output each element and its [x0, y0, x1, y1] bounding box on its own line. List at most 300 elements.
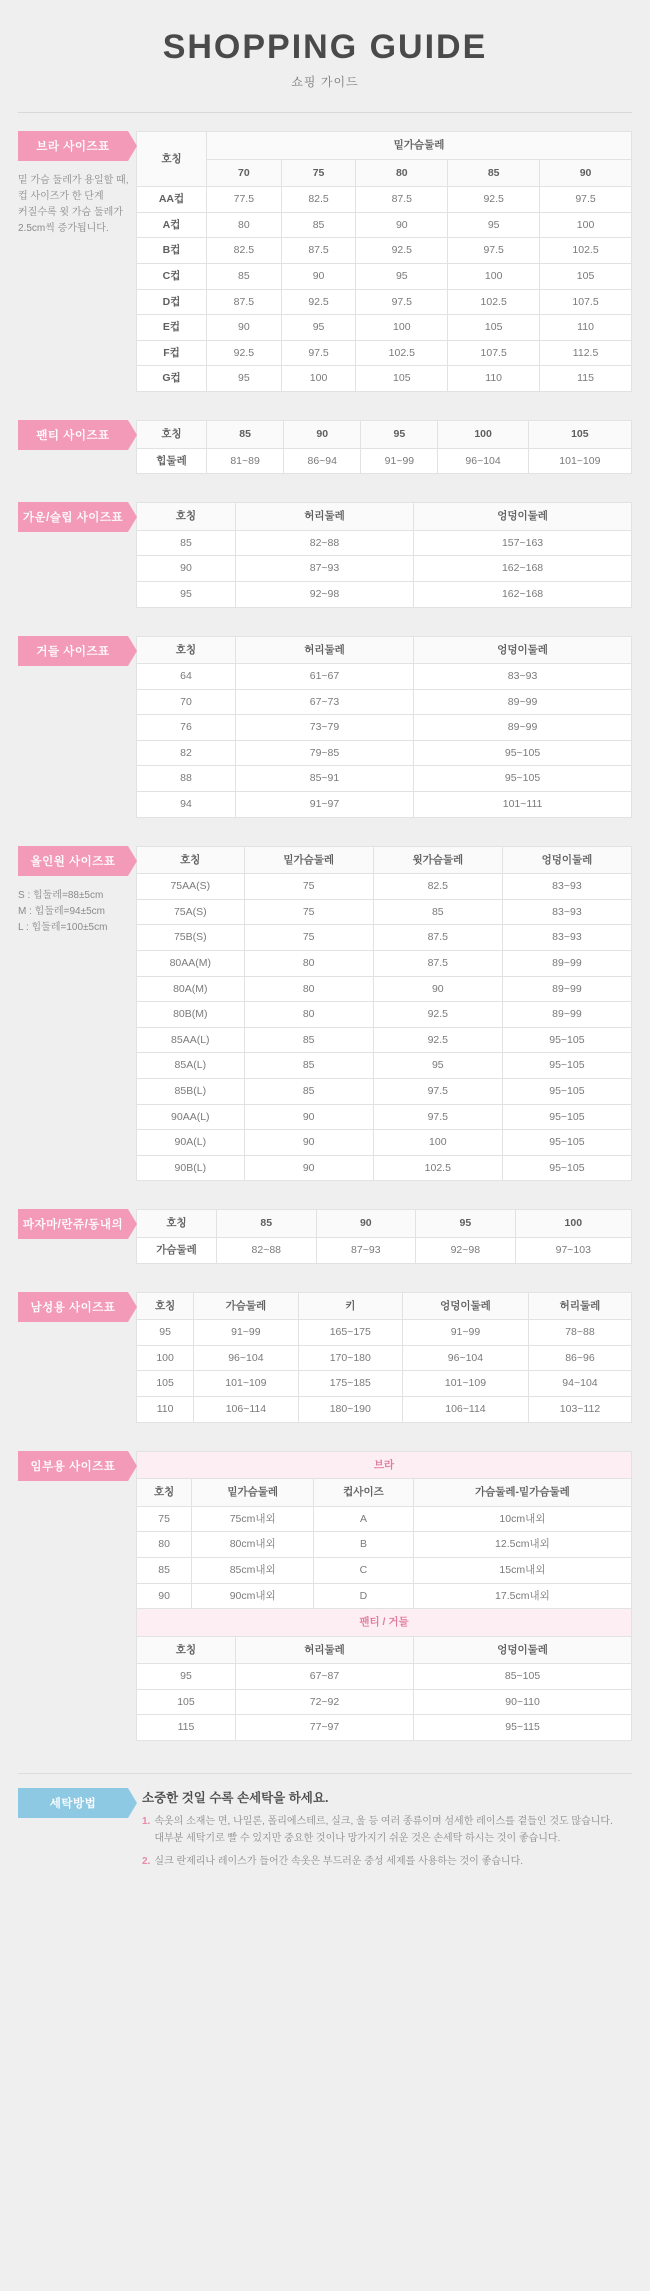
table-header-row — [137, 1292, 632, 1320]
col-허리둘레: 허리둘레 — [235, 503, 413, 531]
tag-men: 남성용 사이즈표 — [18, 1292, 128, 1322]
cell: 87.5 — [207, 289, 282, 315]
cell: 82 — [137, 740, 236, 766]
cell: 90 — [207, 315, 282, 341]
cell: 85 — [244, 1053, 373, 1079]
tag-panty: 팬티 사이즈표 — [18, 420, 128, 450]
cell: 162~168 — [414, 581, 632, 607]
table-row — [137, 1002, 632, 1028]
cell: 85B(L) — [137, 1079, 245, 1105]
cell: 101~109 — [194, 1371, 298, 1397]
table-row — [137, 1320, 632, 1346]
cell: 97.5 — [373, 1079, 502, 1105]
table-row — [137, 315, 632, 341]
cell: 95~105 — [502, 1104, 631, 1130]
cell: 90B(L) — [137, 1155, 245, 1181]
table-row — [137, 715, 632, 741]
table-row — [137, 1155, 632, 1181]
table-header-row — [137, 132, 632, 160]
cell: 92.5 — [356, 238, 448, 264]
col-가슴둘레차: 가슴둘레-밑가슴둘레 — [413, 1479, 631, 1507]
cell: 78~88 — [528, 1320, 631, 1346]
pajama-left-col — [18, 1209, 136, 1239]
cell: 85A(L) — [137, 1053, 245, 1079]
table-row — [137, 530, 632, 556]
cell: 96~104 — [438, 448, 528, 474]
section-maternity — [0, 1433, 650, 1752]
cell: 97.5 — [356, 289, 448, 315]
cell: 97.5 — [540, 187, 632, 213]
table-header-row — [137, 846, 632, 874]
cell: 100 — [540, 212, 632, 238]
list-item — [142, 1814, 632, 1847]
col-호칭: 호칭 — [137, 1292, 194, 1320]
panty-size-table — [136, 420, 632, 474]
girdle-right-col — [136, 636, 632, 818]
col-허리둘레: 허리둘레 — [235, 636, 413, 664]
row-label: B컵 — [137, 238, 207, 264]
table-row — [137, 238, 632, 264]
cell: 97~103 — [515, 1237, 631, 1263]
cell: 95~105 — [502, 1079, 631, 1105]
cell: 101~109 — [402, 1371, 528, 1397]
row-label: 힙둘레 — [137, 448, 207, 474]
list-item — [142, 1854, 632, 1871]
list-item-line: 대부분 세탁기로 빨 수 있지만 중요한 것이나 망가지기 쉬운 것은 손세탁 하시는 것이 좋습니다. — [154, 1832, 561, 1844]
cell: 94 — [137, 792, 236, 818]
cell: 92~98 — [416, 1237, 516, 1263]
cell: 83~93 — [502, 899, 631, 925]
table-header-row — [137, 636, 632, 664]
table-row — [137, 664, 632, 690]
cell: 103~112 — [528, 1396, 631, 1422]
cell: 94~104 — [528, 1371, 631, 1397]
cell: 83~93 — [414, 664, 632, 690]
pajama-right-col — [136, 1209, 632, 1263]
cell: 75AA(S) — [137, 874, 245, 900]
table-row — [137, 289, 632, 315]
table-row — [137, 1664, 632, 1690]
list-item-text — [154, 1854, 523, 1871]
cell: 106~114 — [194, 1396, 298, 1422]
section-pajama — [0, 1191, 650, 1273]
cell: B — [314, 1532, 414, 1558]
table-row — [137, 899, 632, 925]
col-호칭: 호칭 — [137, 1479, 192, 1507]
table-row — [137, 1079, 632, 1105]
col-90: 90 — [540, 159, 632, 187]
cell: 97.5 — [281, 340, 356, 366]
cell: 82~88 — [217, 1237, 317, 1263]
col-호칭: 호칭 — [137, 636, 236, 664]
cell: 91~99 — [361, 448, 438, 474]
cell: 101~111 — [414, 792, 632, 818]
cell: 85 — [137, 1557, 192, 1583]
cell: 80AA(M) — [137, 951, 245, 977]
cell: 82.5 — [207, 238, 282, 264]
table-header-row — [137, 1210, 632, 1238]
maternity-left-col — [18, 1451, 136, 1481]
cell: 75 — [244, 874, 373, 900]
cell: 115 — [137, 1715, 236, 1741]
cell: 89~99 — [414, 715, 632, 741]
col-90: 90 — [316, 1210, 416, 1238]
tag-gown: 가운/슬립 사이즈표 — [18, 502, 128, 532]
col-호칭: 호칭 — [137, 420, 207, 448]
cell: 95~105 — [502, 1053, 631, 1079]
col-85: 85 — [217, 1210, 317, 1238]
cell: 90 — [244, 1104, 373, 1130]
table-group-header-row — [137, 1609, 632, 1637]
cell: 75A(S) — [137, 899, 245, 925]
gown-size-table — [136, 502, 632, 607]
cell: 95 — [137, 1664, 236, 1690]
washing-left-col — [18, 1788, 136, 1818]
cell: 82.5 — [373, 874, 502, 900]
cell: 88 — [137, 766, 236, 792]
cell: 80 — [244, 951, 373, 977]
table-row — [137, 366, 632, 392]
table-row — [137, 689, 632, 715]
table-row — [137, 212, 632, 238]
washing-title: 소중한 것일 수록 손세탁을 하세요. — [142, 1791, 329, 1806]
cell: 12.5cm내외 — [413, 1532, 631, 1558]
table-row — [137, 1371, 632, 1397]
table-row — [137, 1130, 632, 1156]
table-row — [137, 1583, 632, 1609]
cell: 75 — [244, 925, 373, 951]
cell: 75 — [244, 899, 373, 925]
bra-note — [18, 173, 128, 237]
cell: 91~99 — [402, 1320, 528, 1346]
cell: 102.5 — [448, 289, 540, 315]
table-row — [137, 1557, 632, 1583]
cell: 96~104 — [194, 1345, 298, 1371]
cell: 92.5 — [373, 1002, 502, 1028]
cell: 92~98 — [235, 581, 413, 607]
cell: 96~104 — [402, 1345, 528, 1371]
cell: 80 — [244, 976, 373, 1002]
cell: 75B(S) — [137, 925, 245, 951]
cell: 75 — [137, 1506, 192, 1532]
table-row — [137, 1104, 632, 1130]
gown-left-col — [18, 502, 136, 532]
cell: 92.5 — [448, 187, 540, 213]
row-label: 가슴둘레 — [137, 1237, 217, 1263]
cell: C — [314, 1557, 414, 1583]
cell: 105 — [356, 366, 448, 392]
table-row — [137, 1345, 632, 1371]
cell: 80B(M) — [137, 1002, 245, 1028]
washing-body — [136, 1788, 632, 1878]
section-panty — [0, 402, 650, 484]
cell: 90 — [137, 1583, 192, 1609]
cell: 87.5 — [373, 951, 502, 977]
cell: 87~93 — [235, 556, 413, 582]
table-row — [137, 1237, 632, 1263]
table-row — [137, 1053, 632, 1079]
table-row — [137, 766, 632, 792]
tag-bra: 브라 사이즈표 — [18, 131, 128, 161]
cell: 70 — [137, 689, 236, 715]
cell: 85~91 — [235, 766, 413, 792]
cell: 95 — [356, 263, 448, 289]
table-row — [137, 925, 632, 951]
girdle-size-table — [136, 636, 632, 818]
row-label: D컵 — [137, 289, 207, 315]
cell: 165~175 — [298, 1320, 402, 1346]
gown-right-col — [136, 502, 632, 607]
row-label: C컵 — [137, 263, 207, 289]
list-item-number: 2. — [142, 1856, 151, 1868]
bra-note-line: 커질수록 윗 가슴 둘레가 — [18, 207, 123, 218]
cell: 95 — [137, 581, 236, 607]
cell: 90 — [281, 263, 356, 289]
row-label: F컵 — [137, 340, 207, 366]
col-컵사이즈: 컵사이즈 — [314, 1479, 414, 1507]
col-호칭: 호칭 — [137, 503, 236, 531]
cell: 97.5 — [373, 1104, 502, 1130]
row-label: E컵 — [137, 315, 207, 341]
cell: 95~105 — [502, 1155, 631, 1181]
col-호칭: 호칭 — [137, 1636, 236, 1664]
cell: 89~99 — [414, 689, 632, 715]
table-row — [137, 1715, 632, 1741]
cell: 87~93 — [316, 1237, 416, 1263]
cell: 80 — [207, 212, 282, 238]
cell: 107.5 — [540, 289, 632, 315]
table-row — [137, 951, 632, 977]
cell: 15cm내외 — [413, 1557, 631, 1583]
cell: 80 — [244, 1002, 373, 1028]
cell: 180~190 — [298, 1396, 402, 1422]
table-row — [137, 340, 632, 366]
bra-left-col — [18, 131, 136, 237]
table-row — [137, 874, 632, 900]
cell: 81~89 — [207, 448, 284, 474]
allinone-size-table — [136, 846, 632, 1182]
cell: 157~163 — [414, 530, 632, 556]
cell: 95~105 — [414, 740, 632, 766]
table-row — [137, 792, 632, 818]
cell: 87.5 — [373, 925, 502, 951]
table-group-header-row — [137, 1451, 632, 1479]
col-윗가슴둘레: 윗가슴둘레 — [373, 846, 502, 874]
cell: 87.5 — [281, 238, 356, 264]
col-95: 95 — [361, 420, 438, 448]
cell: 101~109 — [528, 448, 631, 474]
bra-note-line: 컵 사이즈가 한 단계 — [18, 191, 104, 202]
cell: 95~115 — [414, 1715, 632, 1741]
cell: 86~96 — [528, 1345, 631, 1371]
row-label: A컵 — [137, 212, 207, 238]
col-100: 100 — [515, 1210, 631, 1238]
cell: 73~79 — [235, 715, 413, 741]
allinone-note-line: S : 힙둘레=88±5cm — [18, 889, 104, 901]
cell: 90 — [373, 976, 502, 1002]
tag-allinone: 올인원 사이즈표 — [18, 846, 128, 876]
cell: 92.5 — [207, 340, 282, 366]
group-title-panty-girdle: 팬티 / 거들 — [137, 1609, 632, 1637]
cell: 92.5 — [373, 1027, 502, 1053]
cell: 85 — [244, 1079, 373, 1105]
cell: 95~105 — [502, 1027, 631, 1053]
table-header-row — [137, 1636, 632, 1664]
cell: 83~93 — [502, 925, 631, 951]
list-item-line: 속옷의 소재는 면, 나일론, 폴리에스테르, 실크, 울 등 여러 종류이며 섬세한 레이스를 곁들인 것도 많습니다. — [154, 1816, 613, 1828]
cell: 92.5 — [281, 289, 356, 315]
cell: A — [314, 1506, 414, 1532]
section-men — [0, 1274, 650, 1433]
cell: 105 — [137, 1689, 236, 1715]
col-85: 85 — [207, 420, 284, 448]
col-호칭: 호칭 — [137, 1210, 217, 1238]
cell: 85 — [373, 899, 502, 925]
list-item-text — [154, 1814, 613, 1847]
cell: 85 — [137, 530, 236, 556]
cell: 72~92 — [235, 1689, 413, 1715]
girdle-left-col — [18, 636, 136, 666]
cell: 80cm내외 — [192, 1532, 314, 1558]
cell: 85~105 — [414, 1664, 632, 1690]
cell: 100 — [373, 1130, 502, 1156]
table-row — [137, 1396, 632, 1422]
cell: D — [314, 1583, 414, 1609]
col-엉덩이둘레: 엉덩이둘레 — [414, 636, 632, 664]
washing-list — [142, 1814, 632, 1871]
cell: 95 — [373, 1053, 502, 1079]
cell: 83~93 — [502, 874, 631, 900]
col-밑가슴둘레: 밑가슴둘레 — [244, 846, 373, 874]
table-header-row — [137, 159, 632, 187]
bra-note-line: 2.5cm씩 증가됩니다. — [18, 223, 109, 234]
table-row — [137, 1027, 632, 1053]
page-subtitle: 쇼핑 가이드 — [291, 75, 359, 89]
col-허리둘레: 허리둘레 — [235, 1636, 413, 1664]
col-80: 80 — [356, 159, 448, 187]
maternity-bra-table — [136, 1451, 632, 1610]
col-밑가슴둘레: 밑가슴둘레 — [192, 1479, 314, 1507]
cell: 82.5 — [281, 187, 356, 213]
cell: 100 — [448, 263, 540, 289]
panty-left-col — [18, 420, 136, 450]
cell: 85 — [207, 263, 282, 289]
col-가슴둘레: 가슴둘레 — [194, 1292, 298, 1320]
cell: 112.5 — [540, 340, 632, 366]
men-size-table — [136, 1292, 632, 1423]
cell: 90 — [137, 556, 236, 582]
table-row — [137, 1506, 632, 1532]
col-허리둘레: 허리둘레 — [528, 1292, 631, 1320]
cell: 102.5 — [373, 1155, 502, 1181]
cell: 107.5 — [448, 340, 540, 366]
table-header-row — [137, 503, 632, 531]
col-90: 90 — [284, 420, 361, 448]
section-bra — [0, 113, 650, 402]
table-row — [137, 263, 632, 289]
cell: 75cm내외 — [192, 1506, 314, 1532]
cell: 90AA(L) — [137, 1104, 245, 1130]
cell: 80A(M) — [137, 976, 245, 1002]
cell: 67~87 — [235, 1664, 413, 1690]
table-row — [137, 1689, 632, 1715]
col-95: 95 — [416, 1210, 516, 1238]
maternity-right-col — [136, 1451, 632, 1742]
cell: 85 — [244, 1027, 373, 1053]
cell: 90 — [244, 1155, 373, 1181]
cell: 90 — [244, 1130, 373, 1156]
page-header — [0, 0, 650, 112]
cell: 115 — [540, 366, 632, 392]
men-right-col — [136, 1292, 632, 1423]
cell: 91~99 — [194, 1320, 298, 1346]
col-엉덩이둘레: 엉덩이둘레 — [414, 1636, 632, 1664]
col-밑가슴둘레: 밑가슴둘레 — [207, 132, 632, 160]
col-85: 85 — [448, 159, 540, 187]
cell: 90cm내외 — [192, 1583, 314, 1609]
page-title: SHOPPING GUIDE — [162, 28, 488, 66]
cell: 90~110 — [414, 1689, 632, 1715]
cell: 82~88 — [235, 530, 413, 556]
cell: 89~99 — [502, 976, 631, 1002]
cell: 89~99 — [502, 1002, 631, 1028]
cell: 79~85 — [235, 740, 413, 766]
col-호칭: 호칭 — [137, 846, 245, 874]
cell: 100 — [356, 315, 448, 341]
allinone-left-col — [18, 846, 136, 936]
col-105: 105 — [528, 420, 631, 448]
cell: 175~185 — [298, 1371, 402, 1397]
table-header-row — [137, 420, 632, 448]
cell: 90 — [356, 212, 448, 238]
col-100: 100 — [438, 420, 528, 448]
section-girdle — [0, 618, 650, 828]
table-row — [137, 556, 632, 582]
cell: 97.5 — [448, 238, 540, 264]
cell: 105 — [448, 315, 540, 341]
cell: 67~73 — [235, 689, 413, 715]
col-75: 75 — [281, 159, 356, 187]
cell: 90A(L) — [137, 1130, 245, 1156]
col-엉덩이둘레: 엉덩이둘레 — [502, 846, 631, 874]
cell: 110 — [137, 1396, 194, 1422]
cell: 64 — [137, 664, 236, 690]
maternity-panty-table — [136, 1608, 632, 1741]
group-title-bra: 브라 — [137, 1451, 632, 1479]
row-label: G컵 — [137, 366, 207, 392]
tag-washing: 세탁방법 — [18, 1788, 128, 1818]
panty-right-col — [136, 420, 632, 474]
cell: 85 — [281, 212, 356, 238]
cell: 105 — [137, 1371, 194, 1397]
allinone-note-line: L : 힙둘레=100±5cm — [18, 921, 108, 933]
tag-pajama: 파자마/란쥬/동내의 — [18, 1209, 128, 1239]
men-left-col — [18, 1292, 136, 1322]
cell: 80 — [137, 1532, 192, 1558]
cell: 110 — [540, 315, 632, 341]
bra-right-col — [136, 131, 632, 392]
cell: 110 — [448, 366, 540, 392]
allinone-right-col — [136, 846, 632, 1182]
table-header-row — [137, 1479, 632, 1507]
cell: 86~94 — [284, 448, 361, 474]
section-washing — [0, 1774, 650, 1878]
cell: 95 — [281, 315, 356, 341]
list-item-line: 실크 란제리나 레이스가 들어간 속옷은 부드러운 중성 세제를 사용하는 것이 좋습니다. — [154, 1856, 524, 1868]
col-엉덩이둘레: 엉덩이둘레 — [414, 503, 632, 531]
allinone-note — [18, 888, 128, 936]
cell: 10cm내외 — [413, 1506, 631, 1532]
